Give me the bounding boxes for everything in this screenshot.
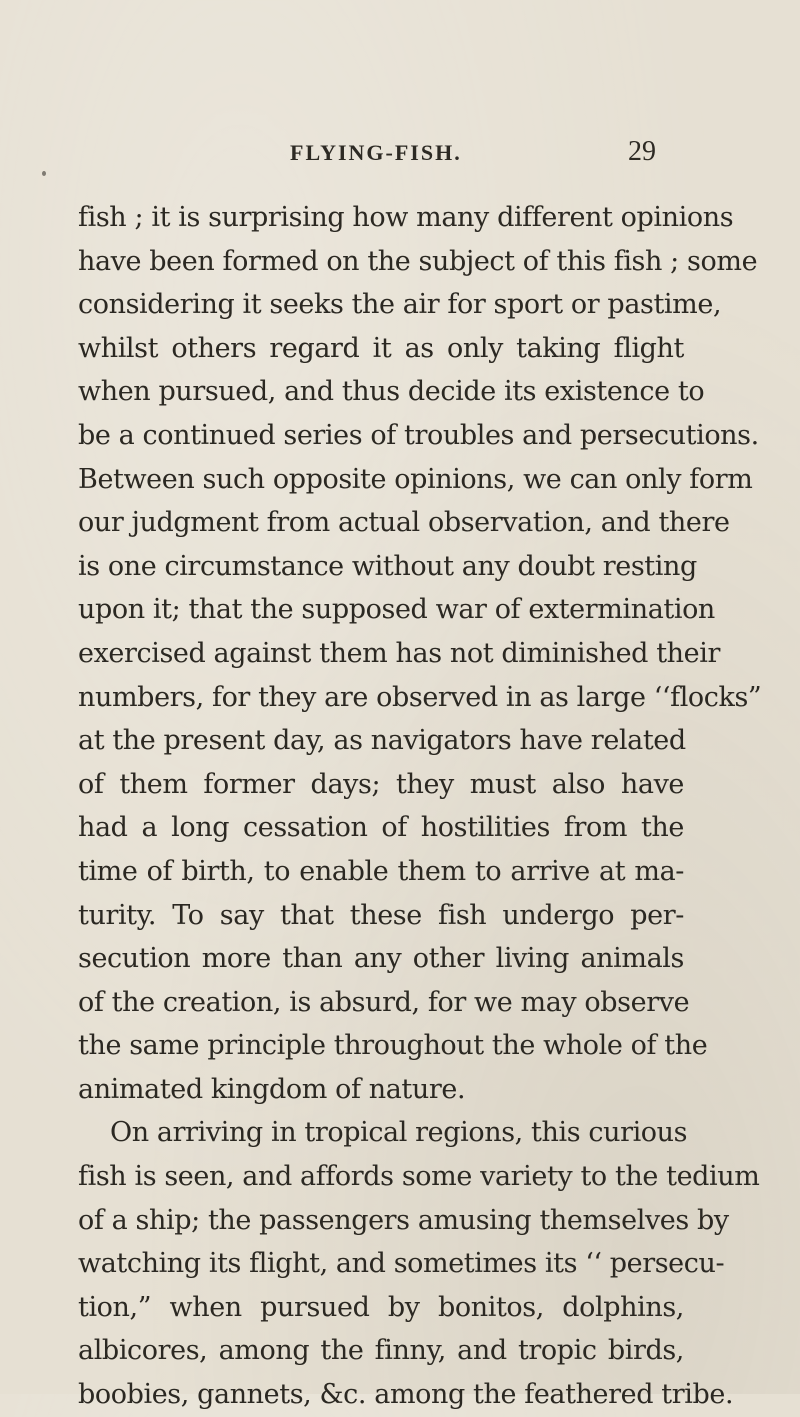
- text-line: considering it seeks the air for sport or pastime,: [78, 289, 722, 321]
- text-line: at the present day, as navigators have related: [78, 725, 686, 757]
- text-line-paragraph-start: On arriving in tropical regions, this curious: [110, 1117, 688, 1149]
- text-line: the same principle throughout the whole of the: [78, 1030, 708, 1062]
- text-line: numbers, for they are observed in as large ‘‘flocks”: [78, 681, 762, 713]
- page-header: [290, 136, 710, 180]
- text-line: exercised against them has not diminished their: [78, 637, 720, 669]
- text-line: boobies, gannets, &c. among the feathered tribe.: [78, 1379, 734, 1411]
- text-line: upon it; that the supposed war of extermination: [78, 594, 715, 626]
- text-line: had a long cessation of hostilities from the: [78, 812, 684, 844]
- text-line: of them former days; they must also have: [78, 768, 684, 800]
- text-line: fish is seen, and affords some variety to the tedium: [78, 1161, 760, 1193]
- text-line: fish ; it is surprising how many different opinions: [78, 202, 734, 233]
- text-line: when pursued, and thus decide its existence to: [78, 376, 705, 408]
- text-line: be a continued series of troubles and persecutions.: [78, 419, 759, 451]
- text-line: of the creation, is absurd, for we may observe: [78, 986, 690, 1018]
- page-number: 29: [628, 136, 656, 167]
- text-line: is one circumstance without any doubt resting: [78, 550, 697, 582]
- text-line: of a ship; the passengers amusing themselves by: [78, 1204, 729, 1236]
- text-line: our judgment from actual observation, and there: [78, 507, 730, 539]
- text-line: watching its flight, and sometimes its ‘‘ persecu-: [78, 1248, 725, 1280]
- text-line: time of birth, to enable them to arrive at ma-: [78, 855, 684, 887]
- text-line: tion,” when pursued by bonitos, dolphins,: [78, 1291, 684, 1323]
- text-line-paragraph-end: animated kingdom of nature.: [78, 1073, 466, 1105]
- ink-speck: [42, 171, 46, 176]
- text-line: albicores, among the finny, and tropic birds,: [78, 1335, 684, 1367]
- text-line: secution more than any other living animals: [78, 943, 684, 975]
- text-line: Between such opposite opinions, we can only form: [78, 463, 753, 495]
- text-line: turity. To say that these fish undergo per-: [78, 899, 684, 931]
- text-line: whilst others regard it as only taking flight: [78, 332, 684, 364]
- running-head: FLYING-FISH.: [290, 140, 462, 165]
- body-text: [78, 196, 762, 1417]
- text-line: have been formed on the subject of this fish ; some: [78, 245, 758, 277]
